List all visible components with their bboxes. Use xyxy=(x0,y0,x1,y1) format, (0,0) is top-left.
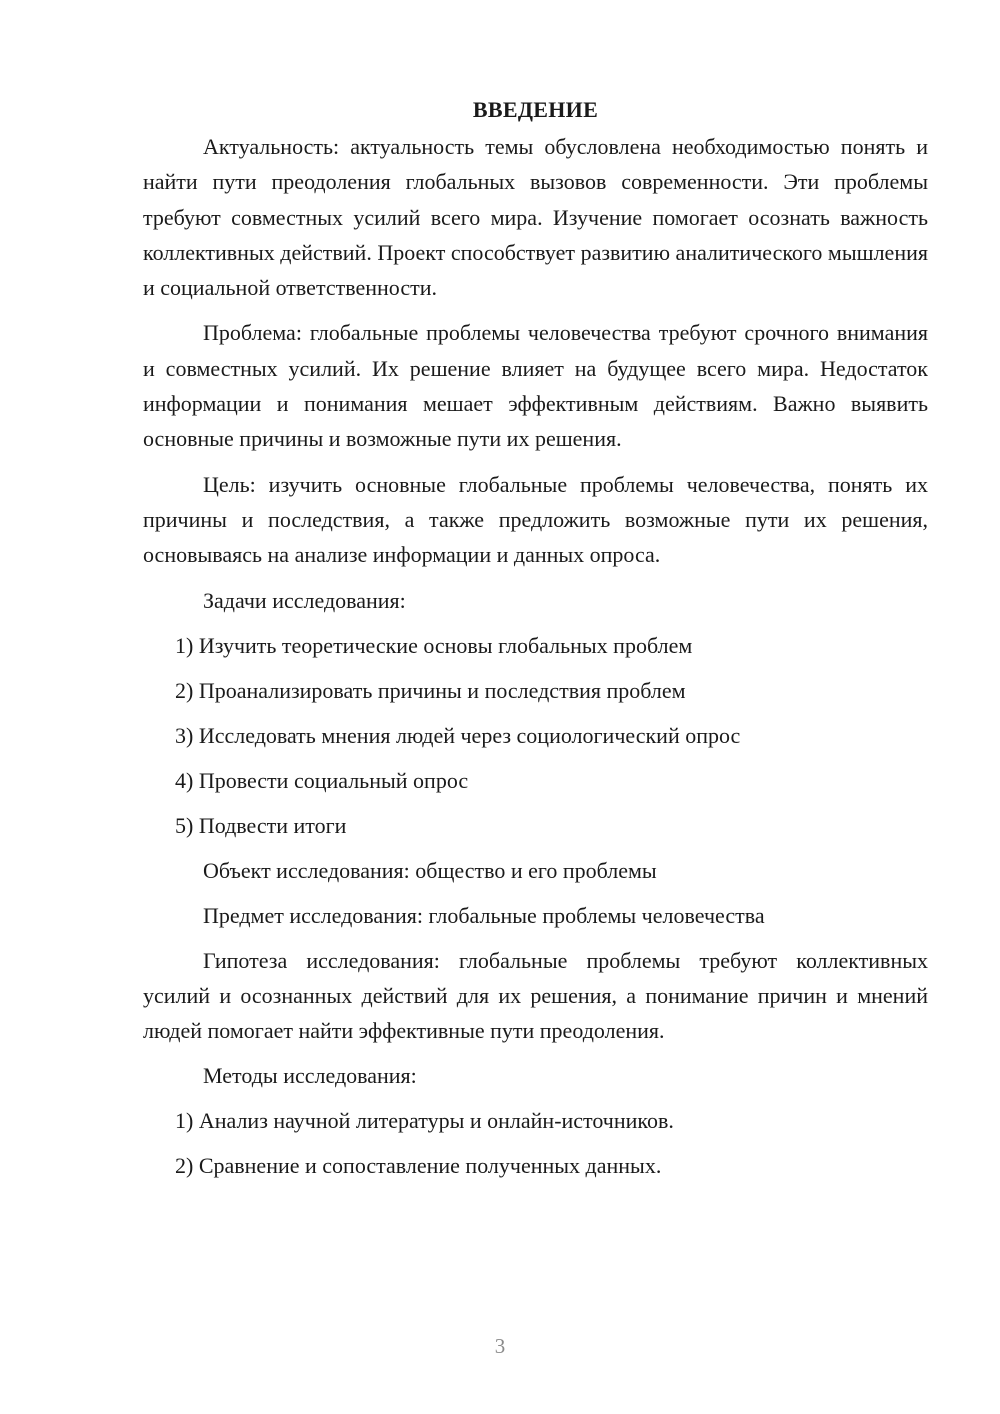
page-number: 3 xyxy=(494,1334,506,1358)
task-item: 1) Изучить теоретические основы глобальных проблем xyxy=(175,632,693,658)
task-item: 3) Исследовать мнения людей через социологический опрос xyxy=(175,722,741,748)
page-title: ВВЕДЕНИЕ xyxy=(472,97,599,122)
paragraph-problem: Проблема: глобальные проблемы человечества требуют срочного внимания и совместных усилий. Их решение влияет на будущее всего мира. Недостаток информации и понимания мешает эффективным действиям. Важно выявить основные причины и возможные пути их решения. xyxy=(143,320,928,452)
research-subject: Предмет исследования: глобальные проблемы человечества xyxy=(203,902,765,928)
method-item: 2) Сравнение и сопоставление полученных данных. xyxy=(175,1153,662,1179)
tasks-heading: Задачи исследования: xyxy=(203,587,406,613)
paragraph-hypothesis: Гипотеза исследования: глобальные проблемы требуют коллективных усилий и осознанных действий для их решения, а понимание причин и мнений людей помогает найти эффективные пути преодоления. xyxy=(143,947,928,1044)
paragraph-goal: Цель: изучить основные глобальные проблемы человечества, понять их причины и последствия, а также предложить возможные пути их решения, основываясь на анализе информации и данных опроса. xyxy=(143,471,928,568)
task-item: 2) Проанализировать причины и последствия проблем xyxy=(175,677,686,703)
methods-heading: Методы исследования: xyxy=(203,1063,417,1089)
paragraph-relevance: Актуальность: актуальность темы обусловлена необходимостью понять и найти пути преодоления глобальных вызовов современности. Эти проблемы требуют совместных усилий всего мира. Изучение помогает осознать важность коллективных действий. Проект способствует развитию аналитического мышления и социальной ответственности. xyxy=(143,134,928,301)
task-item: 5) Подвести итоги xyxy=(175,812,347,838)
task-item: 4) Провести социальный опрос xyxy=(175,767,469,793)
research-object: Объект исследования: общество и его проблемы xyxy=(203,857,657,883)
document-page xyxy=(143,92,928,1193)
method-item: 1) Анализ научной литературы и онлайн-источников. xyxy=(175,1108,674,1134)
